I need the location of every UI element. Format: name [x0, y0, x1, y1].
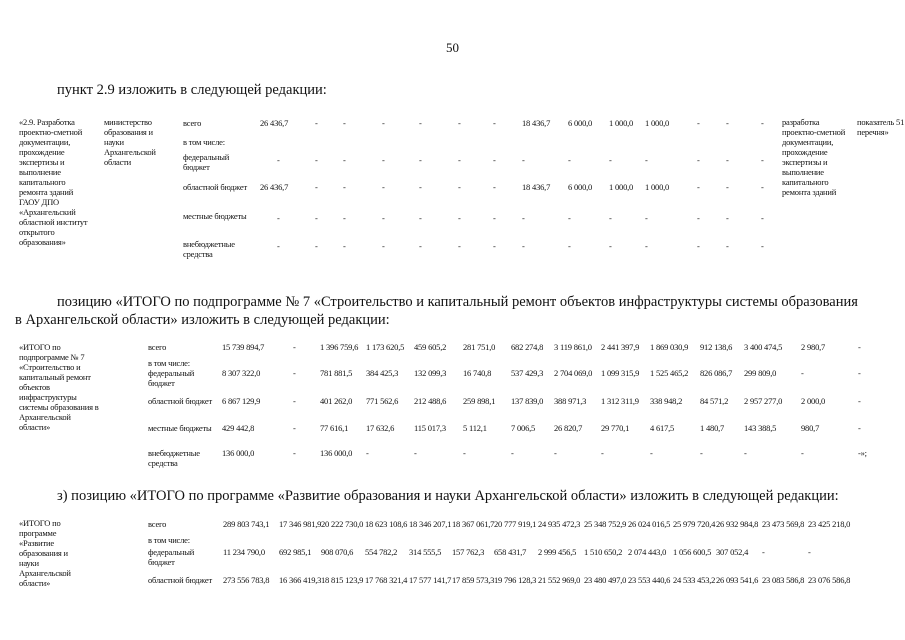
sec2-row-value: - — [858, 423, 861, 433]
sec3-row-value: 289 803 743,1 — [223, 519, 270, 529]
sec1-cell: - — [761, 182, 764, 192]
sec1-cell: - — [726, 241, 729, 251]
sec3-row-value: 658 431,7 — [494, 547, 527, 557]
sec2-row-value: - — [858, 342, 861, 352]
in-that-label: в том числе: — [183, 137, 225, 147]
sec2-row-value: 7 006,5 — [511, 423, 536, 433]
sec2-row-value: 2 980,7 — [801, 342, 826, 352]
sec1-cell: - — [315, 213, 318, 223]
page-number: 50 — [446, 40, 459, 55]
sec1-cell: - — [343, 155, 346, 165]
sec1-cell: 1 000,0 — [609, 182, 634, 192]
sec2-row-value: 299 809,0 — [744, 368, 777, 378]
sec2-row-value: 401 262,0 — [320, 396, 353, 406]
sec2-row-value: 826 086,7 — [700, 368, 733, 378]
sec3-row-value: 17 768 321,4 — [365, 575, 408, 585]
sec3-row-value: 24 935 472,3 — [538, 519, 581, 529]
sec1-cell: - — [419, 155, 422, 165]
sec2-row-value: 143 388,5 — [744, 423, 777, 433]
sec1-cell: 18 436,7 — [522, 182, 551, 192]
sec3-row-value: 23 425 218,0 — [808, 519, 851, 529]
sec2-row-value: - — [858, 396, 861, 406]
sec1-cell: - — [697, 182, 700, 192]
sec2-row-value: 2 441 397,9 — [601, 342, 640, 352]
section1-heading: пункт 2.9 изложить в следующей редакции: — [57, 82, 327, 98]
sec2-row-value: 1 396 759,6 — [320, 342, 359, 352]
sec2-row-value: 6 867 129,9 — [222, 396, 261, 406]
sec1-cell: - — [609, 241, 612, 251]
sec1-cell: - — [458, 213, 461, 223]
sec2-row-value: 459 605,2 — [414, 342, 447, 352]
sec2-row-value: - — [601, 448, 604, 458]
sec1-cell: 26 436,7 — [260, 118, 289, 128]
sec2-row-value: 384 425,3 — [366, 368, 399, 378]
sec2-row-value: 212 488,6 — [414, 396, 447, 406]
sec3-row-value: 18 815 123,9 — [321, 575, 364, 585]
sec1-cell: - — [382, 155, 385, 165]
sec1-cell: 1 000,0 — [609, 118, 634, 128]
source-federal: федеральный бюджет — [183, 152, 230, 172]
sec2-row-value: 1 173 620,5 — [366, 342, 405, 352]
sec2-row-value: 1 869 030,9 — [650, 342, 689, 352]
sec2-row-value: - — [293, 368, 296, 378]
sec1-cell: - — [419, 182, 422, 192]
sec1-cell: - — [726, 155, 729, 165]
sec3-row-value: 16 366 419,3 — [279, 575, 322, 585]
result-description: разработка проектно-сметной документации, прохождение экспертизы и выполнение капитального ремонта зданий — [782, 117, 846, 197]
sec3-row-value: 23 076 586,8 — [808, 575, 851, 585]
sec2-row-value: - — [801, 368, 804, 378]
sec3-row-value: 20 222 730,0 — [321, 519, 364, 529]
sec2-row-value: 1 480,7 — [700, 423, 725, 433]
sec2-row-source: федеральный бюджет — [148, 368, 195, 388]
sec1-cell: - — [277, 213, 280, 223]
sec2-row-value: 3 119 861,0 — [554, 342, 592, 352]
sec1-cell: - — [277, 241, 280, 251]
program-total-label: «ИТОГО по программе «Развитие образования и науки Архангельской области» — [19, 518, 71, 588]
sec3-row-value: 17 346 981,9 — [279, 519, 322, 529]
sec3-row-value: 157 762,3 — [452, 547, 485, 557]
sec2-row-value: 1 312 311,9 — [601, 396, 639, 406]
sec2-row-value: 77 616,1 — [320, 423, 349, 433]
sec2-row-value: - — [801, 448, 804, 458]
sec1-cell: - — [522, 155, 525, 165]
sec2-row-value: 29 770,1 — [601, 423, 630, 433]
sec3-row-value: 17 577 141,7 — [409, 575, 452, 585]
sec2-row-value: 137 839,0 — [511, 396, 544, 406]
sec2-row-value: - — [858, 368, 861, 378]
sec2-row-value: -»; — [858, 448, 867, 458]
sec2-row-value: 281 751,0 — [463, 342, 496, 352]
sec1-cell: - — [458, 182, 461, 192]
sec2-row-value: 912 138,6 — [700, 342, 733, 352]
sec1-cell: 18 436,7 — [522, 118, 551, 128]
sec1-cell: 26 436,7 — [260, 182, 289, 192]
sec1-cell: - — [458, 155, 461, 165]
sec1-cell: - — [609, 155, 612, 165]
sec1-cell: - — [697, 155, 700, 165]
sec1-cell: - — [343, 241, 346, 251]
sec1-cell: 1 000,0 — [645, 182, 670, 192]
sec2-row-value: 338 948,2 — [650, 396, 683, 406]
sec1-cell: - — [761, 118, 764, 128]
sec3-row-value: 23 553 440,6 — [628, 575, 671, 585]
sec3-row-value: 2 999 456,5 — [538, 547, 577, 557]
section2-heading-line1: позицию «ИТОГО по подпрограмме № 7 «Строительство и капитальный ремонт объектов инфраструктуры системы образования — [57, 294, 858, 310]
sec1-cell: - — [315, 241, 318, 251]
sec2-row-value: - — [414, 448, 417, 458]
sec3-row-value: 307 052,4 — [716, 547, 749, 557]
sec3-row-value: 24 533 453,2 — [673, 575, 716, 585]
sec1-cell: 6 000,0 — [568, 118, 593, 128]
sec2-row-value: - — [293, 423, 296, 433]
sec1-cell: - — [726, 118, 729, 128]
sec3-row-source: областной бюджет — [148, 575, 212, 585]
sec1-cell: 6 000,0 — [568, 182, 593, 192]
sec2-row-value: 2 000,0 — [801, 396, 826, 406]
sec1-cell: - — [493, 213, 496, 223]
source-total: всего — [183, 118, 202, 128]
sec3-row-value: 11 234 790,0 — [223, 547, 265, 557]
sec1-cell: - — [382, 241, 385, 251]
sec1-cell: - — [493, 182, 496, 192]
sec2-row-value: - — [554, 448, 557, 458]
sec3-row-value: 25 979 720,4 — [673, 519, 716, 529]
sec3-in-that: в том числе: — [148, 535, 190, 545]
sec2-row-value: 4 617,5 — [650, 423, 675, 433]
sec3-row-value: 18 367 061,7 — [452, 519, 495, 529]
sec1-cell: - — [382, 182, 385, 192]
sec2-row-value: 781 881,5 — [320, 368, 353, 378]
sec2-row-value: - — [293, 396, 296, 406]
sec2-row-value: 3 400 474,5 — [744, 342, 783, 352]
sec2-row-value: - — [650, 448, 653, 458]
sec2-row-value: 1 099 315,9 — [601, 368, 640, 378]
sec3-row-value: 26 024 016,5 — [628, 519, 671, 529]
sec1-cell: - — [645, 241, 648, 251]
sec1-cell: - — [458, 241, 461, 251]
sec1-cell: - — [726, 182, 729, 192]
source-local: местные бюджеты — [183, 211, 247, 221]
sec3-row-value: 18 623 108,6 — [365, 519, 408, 529]
sec2-row-value: 1 525 465,2 — [650, 368, 689, 378]
sec2-row-value: 771 562,6 — [366, 396, 399, 406]
sec2-row-value: 136 000,0 — [222, 448, 255, 458]
sec1-cell: - — [609, 213, 612, 223]
sec2-row-value: 136 000,0 — [320, 448, 353, 458]
sec3-row-value: 1 510 650,2 — [584, 547, 623, 557]
sec3-row-value: 26 093 541,6 — [716, 575, 759, 585]
sec1-cell: - — [382, 213, 385, 223]
sec3-row-value: 23 083 586,8 — [762, 575, 805, 585]
sec3-row-value: 19 796 128,3 — [494, 575, 537, 585]
sec1-cell: - — [419, 241, 422, 251]
sec2-row-value: 259 898,1 — [463, 396, 496, 406]
sec2-row-value: - — [511, 448, 514, 458]
sec1-cell: - — [761, 241, 764, 251]
sec3-row-value: 314 555,5 — [409, 547, 442, 557]
sec3-row-value: - — [808, 547, 811, 557]
sec3-row-value: - — [762, 547, 765, 557]
event-name: «2.9. Разработка проектно-сметной документации, прохождение экспертизы и выполнение капитального ремонта зданий ГАОУ ДПО «Архангельский областной институт открытого образования» — [19, 117, 88, 247]
sec3-row-source: федеральный бюджет — [148, 547, 195, 567]
sec1-cell: - — [645, 155, 648, 165]
sec3-row-value: 18 346 207,1 — [409, 519, 452, 529]
sec1-cell: - — [493, 241, 496, 251]
sec3-row-value: 23 473 569,8 — [762, 519, 805, 529]
sec1-cell: - — [568, 241, 571, 251]
sec3-row-value: 17 859 573,3 — [452, 575, 495, 585]
sec1-cell: - — [522, 241, 525, 251]
sec3-row-value: 554 782,2 — [365, 547, 398, 557]
sec2-row-value: 26 820,7 — [554, 423, 583, 433]
sec1-cell: - — [382, 118, 385, 128]
source-regional: областной бюджет — [183, 182, 247, 192]
subprogram-total-label: «ИТОГО по подпрограмме № 7 «Строительство и капитальный ремонт объектов инфраструктуры системы образования в Архангельской области» — [19, 342, 99, 432]
source-extrabudget: внебюджетные средства — [183, 239, 235, 259]
sec3-row-value: 21 552 969,0 — [538, 575, 581, 585]
sec1-cell: - — [697, 241, 700, 251]
sec1-cell: - — [493, 118, 496, 128]
sec2-row-value: - — [700, 448, 703, 458]
sec1-cell: - — [522, 213, 525, 223]
sec1-cell: - — [419, 213, 422, 223]
sec2-row-value: 17 632,6 — [366, 423, 395, 433]
sec2-row-value: 2 957 277,0 — [744, 396, 783, 406]
sec2-row-value: 388 971,3 — [554, 396, 587, 406]
sec2-row-value: 132 099,3 — [414, 368, 447, 378]
sec1-cell: - — [568, 213, 571, 223]
sec1-cell: - — [277, 155, 280, 165]
sec1-cell: - — [697, 118, 700, 128]
sec3-row-value: 908 070,6 — [321, 547, 354, 557]
indicator: показатель 51 перечня» — [857, 117, 905, 137]
sec2-row-value: 682 274,8 — [511, 342, 544, 352]
sec1-cell: - — [645, 213, 648, 223]
sec3-row-value: 25 348 752,9 — [584, 519, 627, 529]
section2-heading-line2: в Архангельской области» изложить в следующей редакции: — [15, 312, 390, 328]
sec2-row-source: местные бюджеты — [148, 423, 212, 433]
executor: министерство образования и науки Архангельской области — [104, 117, 156, 167]
sec2-row-value: - — [366, 448, 369, 458]
sec2-row-value: - — [744, 448, 747, 458]
sec1-cell: - — [419, 118, 422, 128]
sec1-cell: - — [761, 155, 764, 165]
sec2-row-value: 15 739 894,7 — [222, 342, 265, 352]
sec1-cell: - — [343, 182, 346, 192]
sec3-row-value: 23 480 497,0 — [584, 575, 627, 585]
sec3-row-value: 692 985,1 — [279, 547, 312, 557]
sec1-cell: - — [315, 118, 318, 128]
sec2-row-value: 429 442,8 — [222, 423, 255, 433]
sec2-row-value: 8 307 322,0 — [222, 368, 261, 378]
sec3-row-source: всего — [148, 519, 167, 529]
sec2-row-value: 16 740,8 — [463, 368, 492, 378]
sec1-cell: - — [761, 213, 764, 223]
sec1-cell: - — [315, 182, 318, 192]
sec2-row-value: - — [293, 342, 296, 352]
sec2-in-that: в том числе: — [148, 358, 190, 368]
sec1-cell: - — [493, 155, 496, 165]
sec1-cell: - — [315, 155, 318, 165]
sec3-row-value: 2 074 443,0 — [628, 547, 667, 557]
sec2-row-value: 84 571,2 — [700, 396, 729, 406]
sec2-row-value: - — [463, 448, 466, 458]
sec3-row-value: 273 556 783,8 — [223, 575, 270, 585]
sec2-row-value: 115 017,3 — [414, 423, 446, 433]
sec1-cell: - — [726, 213, 729, 223]
section3-heading: з) позицию «ИТОГО по программе «Развитие образования и науки Архангельской области» изложить в следующей редакции: — [57, 488, 839, 504]
sec2-row-source: внебюджетные средства — [148, 448, 200, 468]
sec1-cell: - — [458, 118, 461, 128]
sec2-row-value: 2 704 069,0 — [554, 368, 593, 378]
sec1-cell: - — [568, 155, 571, 165]
sec2-row-value: - — [293, 448, 296, 458]
sec1-cell: - — [343, 118, 346, 128]
sec3-row-value: 20 777 919,1 — [494, 519, 537, 529]
sec2-row-source: областной бюджет — [148, 396, 212, 406]
sec2-row-value: 537 429,3 — [511, 368, 544, 378]
sec2-row-value: 980,7 — [801, 423, 820, 433]
sec1-cell: 1 000,0 — [645, 118, 670, 128]
sec1-cell: - — [697, 213, 700, 223]
sec3-row-value: 1 056 600,5 — [673, 547, 712, 557]
sec1-cell: - — [343, 213, 346, 223]
sec3-row-value: 26 932 984,8 — [716, 519, 759, 529]
sec2-row-source: всего — [148, 342, 167, 352]
sec2-row-value: 5 112,1 — [463, 423, 487, 433]
